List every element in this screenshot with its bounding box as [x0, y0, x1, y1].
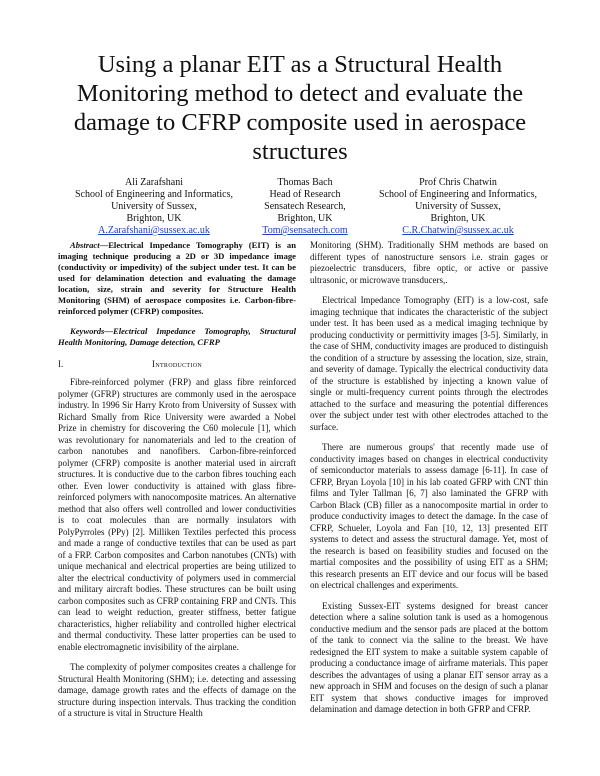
author-location: Brighton, UK	[277, 213, 333, 224]
author-affiliation: Sensatech Research,	[264, 201, 346, 212]
paragraph: Electrical Impedance Tomography (EIT) is a low-cost, safe imaging technique that indicates the characteristic of the subject under test. It has been used as a medical imaging technique by producing conductivity or permittivity images [3-5]. Similarly, in the case of SHM, conductivity images are produced to distinguish the condition of a structure by assessing the location, size, strain, and severity of damage. Typically the electrical conductivity data of the structure is established by injecting a known value of single or multi-frequency current points through the electrodes attached to the surface and measuring the potential differences over the subject under test with other electrodes attached to the surface.	[310, 295, 548, 432]
author-3	[358, 177, 558, 237]
left-column	[58, 240, 296, 720]
author-affiliation: School of Engineering and Informatics,	[74, 189, 233, 200]
author-name: Prof Chris Chatwin	[419, 177, 497, 188]
author-affiliation: School of Engineering and Informatics,	[378, 189, 537, 200]
right-column	[310, 240, 548, 716]
author-name: Ali Zarafshani	[124, 177, 184, 188]
author-location: Brighton, UK	[126, 213, 182, 224]
author-affiliation: Head of Research	[269, 189, 341, 200]
author-email-link[interactable]: Tom@sensatech.com	[262, 225, 348, 236]
section-title: Introduction	[152, 359, 202, 369]
section-number: I.	[58, 359, 64, 369]
abstract	[58, 240, 296, 317]
author-location: Brighton, UK	[430, 213, 486, 224]
paragraph: Fibre-reinforced polymer (FRP) and glass fibre reinforced polymer (GFRP) structures are commonly used in the aerospace industry. In 1996 Sir Harry Kroto from University of Sussex with Richard Smally from Rice University were awarded a Nobel Prize in chemistry for discovering the C60 molecule [1], which was revolutionary for nanomaterials and led to the creation of carbon nanotubes and nanofibers. Carbon-fibre-reinforced polymer (CFRP) composite is another material used in aircraft structures. It is conductive due to the carbon fibres touching each other. Even lower conductivity is attained with glass fibre-reinforced polymers with nanocomposite matrices. An alternative method that also offers well controlled and lower conductivities is to coat molecules than are normally insulators with PolyPyrroles (PPy) [2]. Milliken Textiles perfected this process and made a range of conductive textiles that can be used as part of a FRP. Carbon composites and Carbon nanotubes (CNTs) with unique mechanical and electrical properties are being utilized to alter the electrical conductivity of polymers used in commercial and military aircraft bodies. These structures can be built using carbon composites such as CFRP containing FRP and CNTs. This can lead to weight reduction, greater stiffness, better fatigue characteristics, higher reliability and controlled higher electrical and thermal conductivity. These latter properties can be used to enable electromagnetic invisibility of the airplane.	[58, 377, 296, 652]
keywords: Keywords—Electrical Impedance Tomography, Structural Health Monitoring, Damage detection, CFRP	[58, 326, 296, 347]
paper-title: Using a planar EIT as a Structural Health Monitoring method to detect and evaluate the damage to CFRP composite used in aerospace structures	[73, 51, 527, 165]
section-heading	[58, 359, 296, 371]
author-affiliation: University of Sussex,	[111, 201, 197, 212]
author-name: Thomas Bach	[277, 177, 333, 188]
paragraph: Existing Sussex-EIT systems designed for breast cancer detection where a saline solution tank is used as a homogenous conductive medium and the sensor pads are placed at the bottom of the tank to connect via the saline to the breast. We have redesigned the EIT system to make a suitable system capable of producing a conductance image of airframe materials. This paper describes the advantages of using a planar EIT sensor array as a new approach in SHM and focuses on the design of such a planar EIT system that shows conductive images for improved delamination and damage detection in both GFRP and CFRP.	[310, 600, 548, 714]
paragraph: Monitoring (SHM). Traditionally SHM methods are based on different types of nanostructure sensors i.e. strain gages or piezoelectric transducers, fibre optic, or active or passive ultrasonic, or microwave transducers,.	[310, 240, 548, 285]
abstract-body: —Electrical Impedance Tomography (EIT) is an imaging technique producing a 2D or 3D impedance image (conductivity or impedivity) of the subject under test. It can be used for delamination detection and evaluating the damage location, size, strain and severity for Structure Health Monitoring (SHM) of aerospace composites i.e. Carbon-fibre-reinforced polymer (CFRP) composites.	[58, 240, 296, 316]
paragraph: The complexity of polymer composites creates a challenge for Structural Health Monitoring (SHM); i.e. detecting and assessing damage, damage growth rates and the effects of damage on the structure during inspection intervals. Thus tracking the condition of a structure is vital in Structure Health	[58, 662, 296, 718]
author-affiliation: University of Sussex,	[415, 201, 501, 212]
author-email-link[interactable]: A.Zarafshani@sussex.ac.uk	[98, 225, 210, 236]
author-email-link[interactable]: C.R.Chatwin@sussex.ac.uk	[402, 225, 514, 236]
abstract-lead: Abstract	[70, 240, 100, 250]
paragraph: There are numerous groups' that recently made use of conductivity images based on changes in electrical conductivity of semiconductor materials to assess damage [6-11]. In case of CFRP, Bryan Loyola [10] in his lab coated GFRP with CNT thin films and Tyler Tallman [6, 7] also laminated the GFRP with Carbon Black (CB) filler as a nanocomposite martial in order to produce conductivity images to detect the damage. In the case of CFRP, Schueler, Loyola and Fan [10, 12, 13] presented EIT systems to detect and assess the structural damage. Yet, most of the research is based on feasibility studies and focused on the martial composites and the possibility of using EIT as a SHM; this research presents an EIT device and our focus will be based on electrical challenges and experiments.	[310, 442, 548, 590]
